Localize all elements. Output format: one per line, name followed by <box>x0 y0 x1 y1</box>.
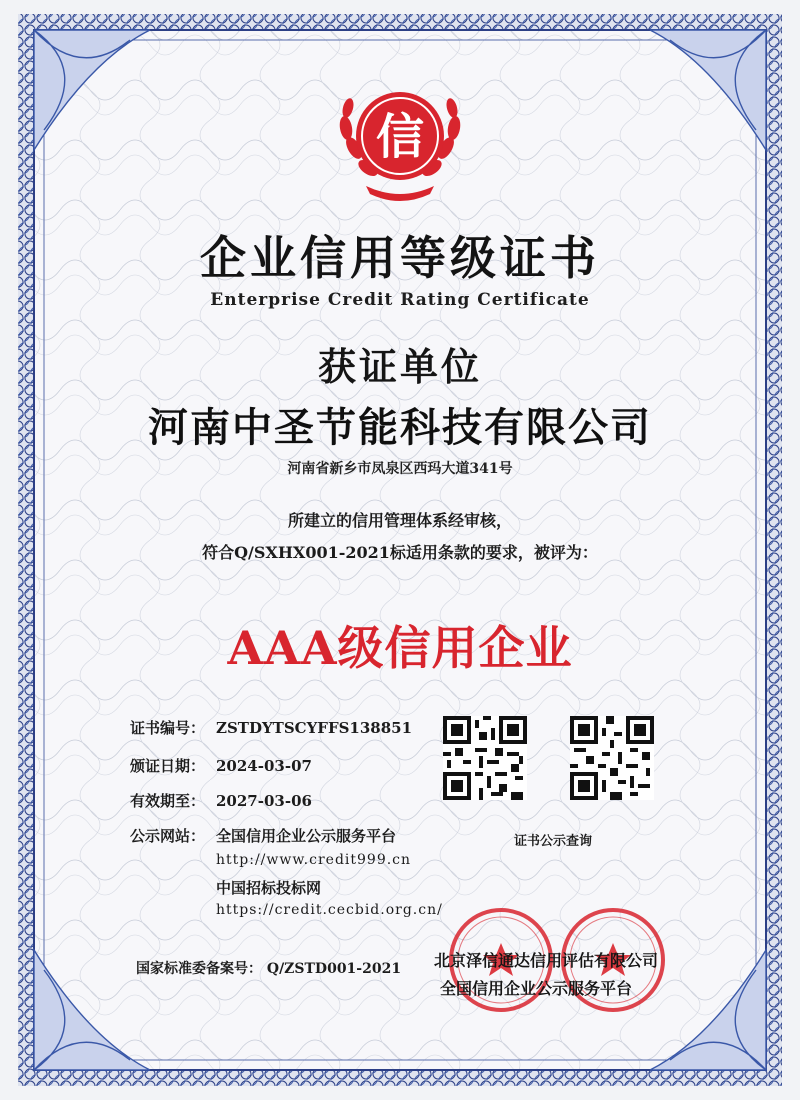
website-2-url[interactable]: https://credit.cecbid.org.cn/ <box>216 902 443 918</box>
issue-date-value: 2024-03-07 <box>216 757 312 775</box>
certificate-title-english: Enterprise Credit Rating Certificate <box>210 290 590 310</box>
statement-line-1: 所建立的信用管理体系经审核， <box>287 511 512 530</box>
company-address: 河南省新乡市凤泉区西玛大道341号 <box>287 461 513 477</box>
statement-line-2: 符合Q/SXHX001-2021标适用条款的要求，被评为： <box>202 543 598 562</box>
emblem-character: 信 <box>375 109 424 165</box>
filing-value: Q/ZSTD001-2021 <box>266 961 402 977</box>
website-2-name: 中国招标投标网 <box>216 879 322 897</box>
certificate-title: 企业信用等级证书 <box>200 231 600 285</box>
valid-until-row <box>130 790 312 811</box>
issue-date-label: 颁证日期： <box>130 757 206 775</box>
issuer-company: 北京泽信通达信用评估有限公司 <box>434 951 659 970</box>
issuer-platform: 全国信用企业公示服务平台 <box>440 979 633 998</box>
cert-number-value: ZSTDYTSCYFFS138851 <box>216 719 413 737</box>
qr-code-icon <box>443 716 527 800</box>
cert-number-row <box>130 717 412 738</box>
valid-until-label: 有效期至： <box>130 792 206 810</box>
website-1-url[interactable]: http://www.credit999.cn <box>216 852 412 868</box>
holder-label: 获证单位 <box>317 344 482 389</box>
cert-number-label: 证书编号： <box>130 719 206 737</box>
filing-label: 国家标准委备案号： <box>136 961 262 977</box>
website-row <box>130 825 396 846</box>
website-1-name: 全国信用企业公示服务平台 <box>216 827 397 845</box>
filing-row <box>136 958 401 978</box>
company-name: 河南中圣节能科技有限公司 <box>148 404 652 451</box>
credit-rating: AAA级信用企业 <box>227 621 573 675</box>
website-label: 公示网站： <box>130 827 206 845</box>
qr-code-icon <box>570 716 654 800</box>
issue-date-row <box>130 755 312 776</box>
valid-until-value: 2027-03-06 <box>216 792 312 810</box>
qr-caption: 证书公示查询 <box>513 834 592 849</box>
